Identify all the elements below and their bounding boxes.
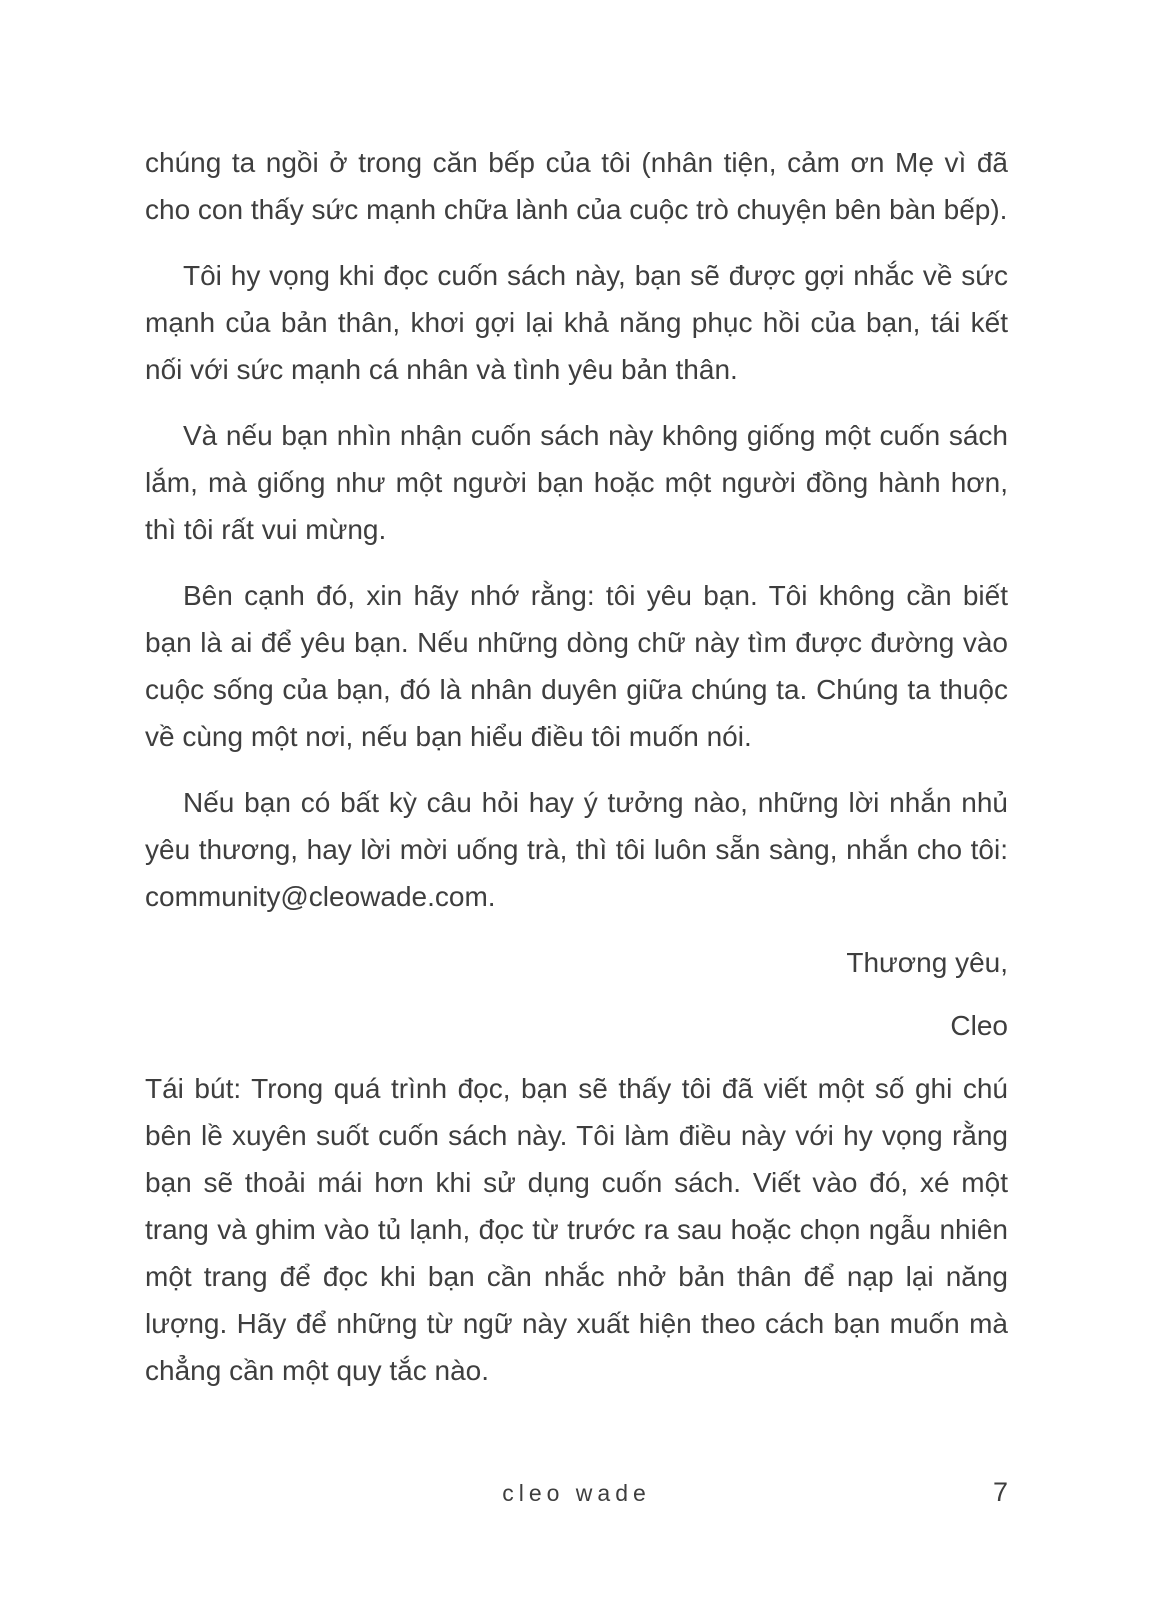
- paragraph-kitchen-continuation: chúng ta ngồi ở trong căn bếp của tôi (nhân tiện, cảm ơn Mẹ vì đã cho con thấy sức mạnh chữa lành của cuộc trò chuyện bên bàn bếp).: [145, 147, 1008, 225]
- footer-page-number: 7: [992, 1477, 1008, 1507]
- signoff-closing: Thương yêu,: [846, 947, 1008, 978]
- page-footer: [145, 1477, 1008, 1511]
- paragraph-postscript: Tái bút: Trong quá trình đọc, bạn sẽ thấy tôi đã viết một số ghi chú bên lề xuyên suốt cuốn sách này. Tôi làm điều này với hy vọng rằng bạn sẽ thoải mái hơn khi sử dụng cuốn sách. Viết vào đó, xé một trang và ghim vào tủ lạnh, đọc từ trước ra sau hoặc chọn ngẫu nhiên một trang để đọc khi bạn cần nhắc nhở bản thân để nạp lại năng lượng. Hãy để những từ ngữ này xuất hiện theo cách bạn muốn mà chẳng cần một quy tắc nào.: [145, 1073, 1008, 1386]
- paragraph-hope: Tôi hy vọng khi đọc cuốn sách này, bạn sẽ được gợi nhắc về sức mạnh của bản thân, khơi gợi lại khả năng phục hồi của bạn, tái kết nối với sức mạnh cá nhân và tình yêu bản thân.: [145, 260, 1008, 385]
- signoff-name: Cleo: [950, 1010, 1008, 1041]
- page-body-text: [145, 139, 1008, 1413]
- paragraph-love: Bên cạnh đó, xin hãy nhớ rằng: tôi yêu bạn. Tôi không cần biết bạn là ai để yêu bạn. Nếu những dòng chữ này tìm được đường vào cuộc sống của bạn, đó là nhân duyên giữa chúng ta. Chúng ta thuộc về cùng một nơi, nếu bạn hiểu điều tôi muốn nói.: [145, 580, 1008, 752]
- paragraph-companion: Và nếu bạn nhìn nhận cuốn sách này không giống một cuốn sách lắm, mà giống như một người bạn hoặc một người đồng hành hơn, thì tôi rất vui mừng.: [145, 420, 1008, 545]
- footer-running-title: cleo wade: [502, 1480, 651, 1506]
- paragraph-contact: Nếu bạn có bất kỳ câu hỏi hay ý tưởng nào, những lời nhắn nhủ yêu thương, hay lời mời uống trà, thì tôi luôn sẵn sàng, nhắn cho tôi: community@cleowade.com.: [145, 787, 1008, 912]
